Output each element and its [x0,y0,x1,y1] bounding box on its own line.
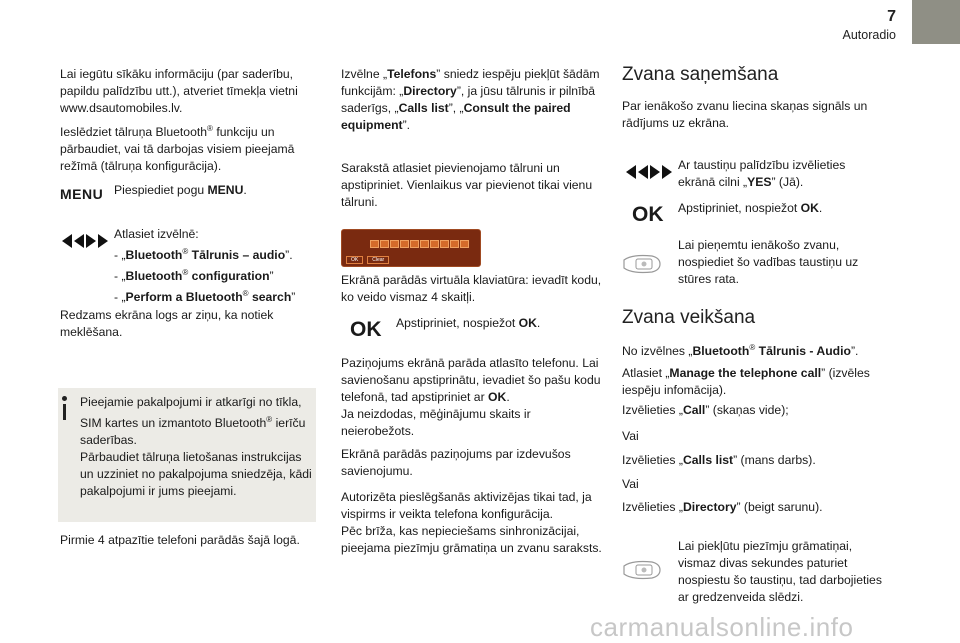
list-item: - „Perform a Bluetooth® search” [114,289,296,305]
menu-path-list [114,243,319,306]
list-item: - „Bluetooth® Tālrunis – audio”. [114,247,293,263]
section-title: Autoradio [842,28,896,42]
menu-instruction: Piespiediet pogu MENU. [114,183,247,197]
screen-ok-button: OK [346,256,363,264]
manage-call-paragraph: Atlasiet „Manage the telephone call” (izvēles iespēju infomācija). [622,366,870,397]
ok-button-icon: OK [632,203,664,226]
steering-wheel-control-icon [622,558,662,587]
keyboard-keys [370,240,469,248]
telephone-menu-paragraph: Izvēlne „Telefons” sniedz iespēju piekļūt šādām funkcijām: „Directory”, ja jūsu tālrunis ir pilnībā saderīgs, „Calls list”, „Consult the paired equipment”. [341,67,600,132]
steering-wheel-control-icon [622,252,662,281]
ok-button-icon: OK [350,318,382,341]
select-phone-paragraph: Sarakstā atlasiet pievienojamo tālruni un apstipriniet. Vienlaikus var pievienot tikai vienu tālruni. [341,161,593,209]
search-paragraph: Redzams ekrāna logs ar ziņu, ka notiek meklēšana. [60,308,274,339]
watermark: carmanualsonline.info [590,612,854,642]
accept-call-instruction: Lai pieņemtu ienākošo zvanu, nospiediet šo vadības taustiņu uz stūres rata. [678,238,859,286]
pairing-paragraph: Paziņojums ekrānā parāda atlasīto telefonu. Lai savienošanu apstiprinātu, ievadiet šo pašu kodu telefonā, tad apstipriniet ar OK. Ja neizdodas, mēģinājumu skaits ir neierobežots. [341,356,601,438]
info-text: Pieejamie pakalpojumi ir atkarīgi no tīkla, SIM kartes un izmantoto Bluetooth® ierīču saderības. Pārbaudiet tālruņa lietošanas instrukcijas un uzziniet no pakalpojuma sniedzēja, kādi pakalpojumi ir jums pieejami. [80,395,312,499]
intro-paragraph: Lai iegūtu sīkāku informāciju (par saderību, papildu palīdzību utt.), atveriet tīmekļa vietni www.dsautomobiles.lv. [60,67,298,115]
info-icon [62,396,67,420]
or-text: Vai [622,477,639,491]
arrow-keys-icon [62,234,108,248]
virtual-keyboard-screen [341,229,481,267]
directory-access-instruction: Lai piekļūtu piezīmju grāmatiņai, vismaz divas sekundes paturiet nospiestu šo taustiņu, tad darbojieties ar gredzenveida slēdzi. [678,539,882,604]
page-tab [912,0,960,44]
keyboard-paragraph: Ekrānā parādās virtuāla klaviatūra: ievadīt kodu, ko veido vismaz 4 skaitļi. [341,273,602,304]
receive-paragraph: Par ienākošo zvanu liecina skaņas signāls un rādījums uz ekrāna. [622,99,868,130]
directory-option: Izvēlieties „Directory” (beigt sarunu). [622,500,823,514]
heading-receive-call: Zvana saņemšana [622,64,779,85]
info-box [58,388,316,522]
page-number: 7 [887,8,896,25]
call-option: Izvēlieties „Call” (skaņas vide); [622,403,789,417]
calls-list-option: Izvēlieties „Calls list” (mans darbs). [622,453,816,467]
or-text: Vai [622,429,639,443]
screen-clear-button: Clear [367,256,389,264]
menu-button-icon: MENU [60,186,104,202]
list-item: - „Bluetooth® configuration” [114,268,274,284]
arrow-keys-icon [626,165,672,179]
ok-instruction: Apstipriniet, nospiežot OK. [396,316,541,330]
from-menu-paragraph: No izvēlnes „Bluetooth® Tālrunis - Audio”. [622,343,859,359]
authorization-paragraph: Autorizēta pieslēgšanās aktivizējas tikai tad, ja vispirms ir veikta telefona konfigurācija. Pēc brīža, kas nepieciešams sinhronizācijai, pieejama piezīmju grāmatiņa un zvanu saraksts. [341,490,602,555]
bluetooth-paragraph: Ieslēdziet tālruņa Bluetooth® funkciju un pārbaudiet, vai tā darbojas visiem pieejamā režīmā (tālruņa konfigurācija). [60,124,295,174]
ok-instruction: Apstipriniet, nospiežot OK. [678,201,823,215]
recognized-phones-paragraph: Pirmie 4 atpazītie telefoni parādās šajā logā. [60,533,300,547]
heading-make-call: Zvana veikšana [622,307,756,328]
select-menu-title: Atlasiet izvēlnē: [114,227,199,241]
success-paragraph: Ekrānā parādās paziņojums par izdevušos savienojumu. [341,447,571,478]
yes-instruction: Ar taustiņu palīdzību izvēlieties ekrānā cilni „YES” (Jā). [678,158,846,189]
